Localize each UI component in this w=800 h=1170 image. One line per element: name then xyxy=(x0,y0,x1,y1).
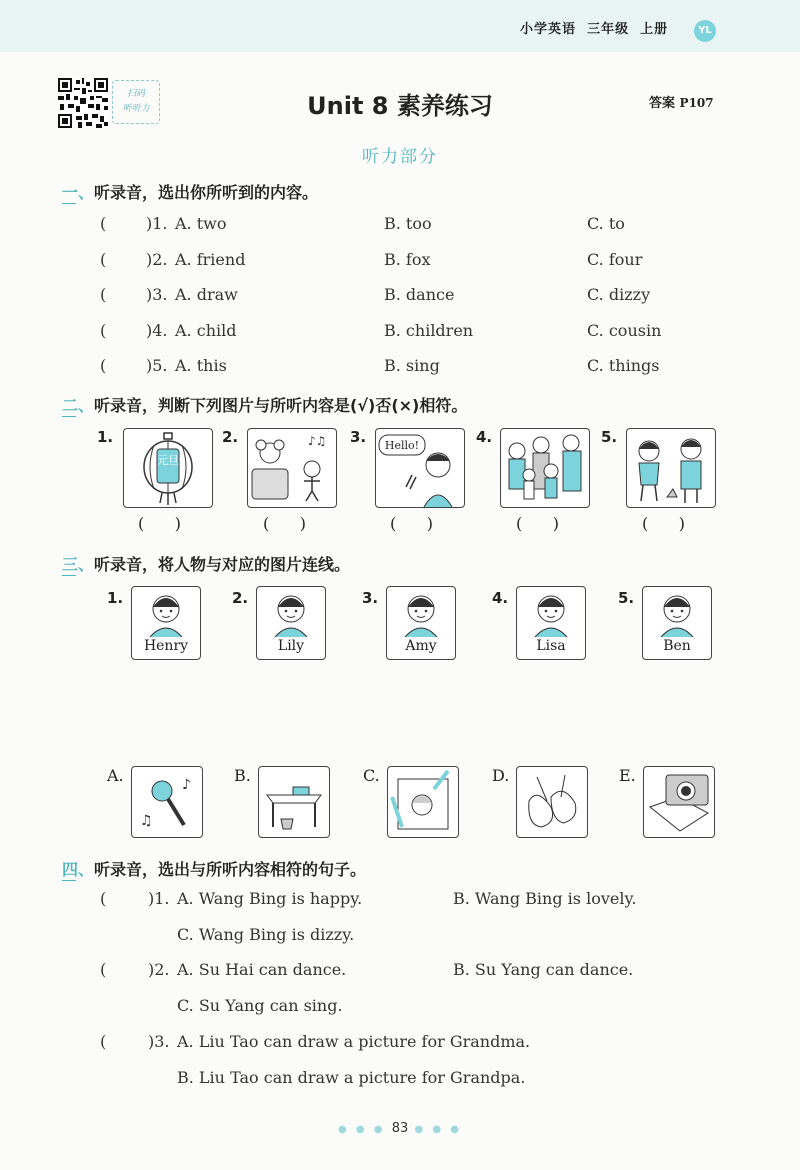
option-a: A. draw xyxy=(175,285,238,304)
option-b: B. fox xyxy=(384,249,431,269)
question-number: )2. xyxy=(146,249,168,269)
answer-blank[interactable]: ( ) xyxy=(390,514,433,533)
svg-text:♪♫: ♪♫ xyxy=(308,434,327,448)
person-card[interactable] xyxy=(256,586,326,660)
person-name: Lily xyxy=(277,638,305,654)
option-c: C. Wang Bing is dizzy. xyxy=(177,925,355,944)
mice-dancing-picture xyxy=(247,428,337,508)
answer-blank[interactable]: ( xyxy=(100,214,137,233)
picture-number: 2. xyxy=(232,589,249,607)
answer-blank[interactable]: ( xyxy=(100,249,137,269)
item-letter: A. xyxy=(107,766,124,785)
picture-number: 1. xyxy=(107,589,124,607)
option-b: B. Wang Bing is lovely. xyxy=(453,889,637,908)
person-card[interactable] xyxy=(516,586,586,660)
page-number: ● ● ● 83 ● ● ● xyxy=(338,1121,462,1136)
person-name: Lisa xyxy=(536,638,566,654)
question-number: )3. xyxy=(146,285,168,304)
option-b: B. Su Yang can dance. xyxy=(453,960,634,979)
svg-text:♫: ♫ xyxy=(140,813,153,829)
item-letter: D. xyxy=(492,766,510,785)
edition-badge: YL xyxy=(694,20,716,42)
option-c: C. to xyxy=(587,214,625,233)
question-number: )1. xyxy=(146,214,168,233)
answer-blank[interactable]: ( ) xyxy=(263,514,306,533)
answer-reference: 答案 P107 xyxy=(649,96,714,111)
microphone-icon[interactable] xyxy=(131,766,203,838)
question-number: )2. xyxy=(148,960,170,979)
option-c: C. dizzy xyxy=(587,285,651,304)
camera-icon[interactable] xyxy=(643,766,715,838)
item-letter: C. xyxy=(363,766,380,785)
option-b: B. dance xyxy=(384,285,455,304)
answer-blank[interactable]: ( xyxy=(100,1032,137,1051)
picture-number: 1. xyxy=(97,428,114,446)
header-subject: 小学英语 三年级 上册 xyxy=(520,22,669,37)
section-2-underline xyxy=(62,416,76,417)
option-c: C. things xyxy=(587,356,660,375)
person-card[interactable] xyxy=(131,586,201,660)
section-1-heading: 一、听录音，选出你所听到的内容。 xyxy=(62,183,319,202)
person-name: Amy xyxy=(405,638,437,654)
picture-number: 2. xyxy=(222,428,239,446)
picture-number: 5. xyxy=(618,589,635,607)
item-letter: B. xyxy=(234,766,251,785)
table-icon[interactable] xyxy=(258,766,330,838)
answer-blank[interactable]: ( xyxy=(100,320,137,340)
answer-blank[interactable]: ( xyxy=(100,889,137,908)
section-4-underline xyxy=(62,880,76,881)
page-title: Unit 8 素养练习 xyxy=(307,92,493,120)
option-c: C. cousin xyxy=(587,320,662,340)
option-b: B. sing xyxy=(384,356,440,375)
children-crying-picture xyxy=(626,428,716,508)
item-letter: E. xyxy=(619,766,636,785)
lantern-picture xyxy=(123,428,213,508)
picture-number: 3. xyxy=(350,428,367,446)
answer-blank[interactable]: ( ) xyxy=(138,514,181,533)
scan-to-listen-label: 扫码 听听力 xyxy=(112,80,160,124)
option-b: B. too xyxy=(384,214,432,233)
option-b: B. children xyxy=(384,320,474,340)
option-a: A. Liu Tao can draw a picture for Grandma. xyxy=(177,1032,531,1051)
drawing-icon[interactable] xyxy=(387,766,459,838)
svg-text:♪: ♪ xyxy=(182,777,191,793)
picture-number: 3. xyxy=(362,589,379,607)
picture-number: 5. xyxy=(601,428,618,446)
question-number: )1. xyxy=(148,889,170,908)
answer-blank[interactable]: ( xyxy=(100,285,137,304)
person-card[interactable] xyxy=(386,586,456,660)
person-name: Ben xyxy=(663,638,691,654)
ballet-shoes-icon[interactable] xyxy=(516,766,588,838)
section-3-heading: 三、听录音，将人物与对应的图片连线。 xyxy=(62,555,351,574)
picture-number: 4. xyxy=(476,428,493,446)
section-3-underline xyxy=(62,575,76,576)
answer-blank[interactable]: ( xyxy=(100,960,137,979)
header-bar xyxy=(0,0,800,52)
option-c: C. Su Yang can sing. xyxy=(177,996,343,1015)
option-a: A. Wang Bing is happy. xyxy=(177,889,363,908)
option-a: A. this xyxy=(175,356,227,375)
boy-says-hello-picture xyxy=(375,428,465,508)
question-number: )5. xyxy=(146,356,168,375)
picture-number: 4. xyxy=(492,589,509,607)
speech-bubble-text: Hello! xyxy=(384,439,420,452)
question-number: )4. xyxy=(146,320,168,340)
option-a: A. two xyxy=(175,214,227,233)
option-a: A. child xyxy=(175,320,237,340)
option-a: A. Su Hai can dance. xyxy=(177,960,347,979)
lantern-label: 元旦 xyxy=(157,454,179,467)
family-picture xyxy=(500,428,590,508)
part-title: 听力部分 xyxy=(362,147,438,167)
option-b: B. Liu Tao can draw a picture for Grandpa. xyxy=(177,1068,526,1087)
answer-blank[interactable]: ( ) xyxy=(642,514,685,533)
section-2-heading: 二、听录音，判断下列图片与所听内容是(√)否(×)相符。 xyxy=(62,396,468,415)
answer-blank[interactable]: ( ) xyxy=(516,514,559,533)
section-4-heading: 四、听录音，选出与所听内容相符的句子。 xyxy=(62,860,367,879)
answer-blank[interactable]: ( xyxy=(100,356,137,375)
person-name: Henry xyxy=(143,638,189,654)
option-c: C. four xyxy=(587,249,643,269)
person-card[interactable] xyxy=(642,586,712,660)
question-number: )3. xyxy=(148,1032,170,1051)
option-a: A. friend xyxy=(175,249,246,269)
section-1-underline xyxy=(62,203,76,204)
